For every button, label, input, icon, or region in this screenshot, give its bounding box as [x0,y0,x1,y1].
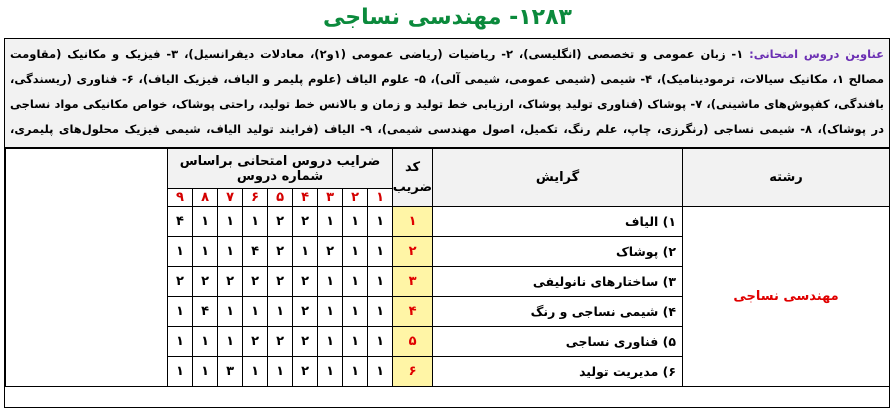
track-name: ۳) ساختارهای نانولیفی [433,267,683,297]
coefficient-cell: ۲ [218,267,243,297]
coefficient-cell: ۲ [268,207,293,237]
coefficient-cell: ۲ [318,237,343,267]
coefficient-cell: ۱ [293,237,318,267]
coefficient-cell: ۱ [243,297,268,327]
track-name: ۲) پوشاک [433,237,683,267]
coefficient-cell: ۴ [168,207,193,237]
coefficient-cell: ۱ [193,207,218,237]
field-name: مهندسی نساجی [683,207,890,387]
course-number: ۵ [268,189,293,207]
header-track: گرایش [433,149,683,207]
coefficient-cell: ۱ [168,297,193,327]
coefficient-cell: ۱ [268,297,293,327]
course-number: ۳ [318,189,343,207]
coefficient-cell: ۱ [318,327,343,357]
coefficient-cell: ۱ [243,357,268,387]
exam-info-box [4,38,890,408]
coefficient-cell: ۱ [368,297,393,327]
coefficient-cell: ۱ [368,237,393,267]
coefficient-cell: ۲ [293,357,318,387]
coefficient-cell: ۲ [293,267,318,297]
coefficient-code: ۱ [393,207,433,237]
coefficient-cell: ۱ [168,327,193,357]
coefficient-cell: ۱ [218,297,243,327]
coefficient-cell: ۲ [293,297,318,327]
coefficient-cell: ۲ [268,237,293,267]
coefficient-cell: ۲ [293,207,318,237]
coefficient-cell: ۱ [193,327,218,357]
coefficient-cell: ۱ [318,267,343,297]
coefficient-code: ۴ [393,297,433,327]
coefficient-cell: ۱ [318,357,343,387]
coefficient-cell: ۱ [343,237,368,267]
coefficient-cell: ۱ [193,357,218,387]
coefficient-cell: ۱ [218,327,243,357]
coefficient-code: ۶ [393,357,433,387]
course-number: ۱ [368,189,393,207]
coefficient-cell: ۱ [343,267,368,297]
coefficient-cell: ۱ [168,237,193,267]
coefficient-cell: ۲ [268,327,293,357]
header-coefficients: ضرایب دروس امتحانی براساس شماره دروس [168,149,393,189]
coefficient-cell: ۱ [218,207,243,237]
track-name: ۱) الیاف [433,207,683,237]
exam-topics-text: ۱- زبان عمومی و تخصصی (انگلیسی)، ۲- ریاضیات (ریاضی عمومی (۱و۲)، معادلات دیفرانسیل)، ۳- فیزیک و مکانیک (مقاومت مصالح ۱، مکانیک سیالات، ترمودینامیک)، ۴- شیمی (شیمی عمومی، شیمی آلی)، ۵- علوم الیاف (علوم پلیمر و الیاف، فیزیک الیاف)، ۶- فناوری (ریسندگی، بافندگی، کفپوش‌های ماشینی)، ۷- پوشاک (فناوری تولید پوشاک، ارزیابی خط تولید و زمان و بالانس خط تولید، راحتی پوشاک، خواص مکانیکی مواد نساجی در پوشاک)، ۸- شیمی نساجی (رنگرزی، چاپ، علم رنگ، تکمیل، اصول مهندسی شیمی)، ۹- الیاف (فرایند تولید الیاف، شیمی فیزیک محلول‌های پلیمری، [10,47,885,136]
coefficient-cell: ۲ [193,267,218,297]
coefficient-cell: ۲ [293,327,318,357]
coefficient-cell: ۱ [243,207,268,237]
track-name: ۴) شیمی نساجی و رنگ [433,297,683,327]
coefficient-cell: ۳ [218,357,243,387]
coefficient-cell: ۱ [368,357,393,387]
coefficient-code: ۵ [393,327,433,357]
track-name: ۵) فناوری نساجی [433,327,683,357]
coefficient-cell: ۱ [343,297,368,327]
coefficients-table [5,148,890,387]
coefficient-cell: ۱ [168,357,193,387]
coefficient-code: ۳ [393,267,433,297]
course-number: ۹ [168,189,193,207]
exam-topics-label: عناوین دروس امتحانی: [749,47,884,61]
coefficient-code: ۲ [393,237,433,267]
coefficient-cell: ۱ [318,207,343,237]
coefficient-cell: ۲ [168,267,193,297]
coefficient-cell: ۱ [343,327,368,357]
coefficient-cell: ۲ [243,267,268,297]
course-number: ۲ [343,189,368,207]
page-title: ۱۲۸۳- مهندسی نساجی [323,5,572,30]
coefficient-cell: ۱ [343,357,368,387]
coefficient-cell: ۱ [218,237,243,267]
coefficient-cell: ۲ [268,267,293,297]
coefficient-cell: ۲ [243,327,268,357]
coefficient-cell: ۱ [318,297,343,327]
coefficient-cell: ۴ [193,297,218,327]
coefficient-cell: ۱ [368,267,393,297]
coefficient-cell: ۱ [343,207,368,237]
coefficient-cell: ۱ [368,327,393,357]
coefficient-cell: ۱ [268,357,293,387]
header-field: رشته [683,149,890,207]
track-name: ۶) مدیریت تولید [433,357,683,387]
coefficient-cell: ۱ [193,237,218,267]
coefficient-cell: ۱ [368,207,393,237]
coefficient-cell: ۴ [243,237,268,267]
course-number: ۸ [193,189,218,207]
course-number: ۷ [218,189,243,207]
blank-column [6,149,168,387]
course-number: ۴ [293,189,318,207]
exam-topics [5,39,889,148]
course-number: ۶ [243,189,268,207]
header-code: کد ضریب [393,149,433,207]
